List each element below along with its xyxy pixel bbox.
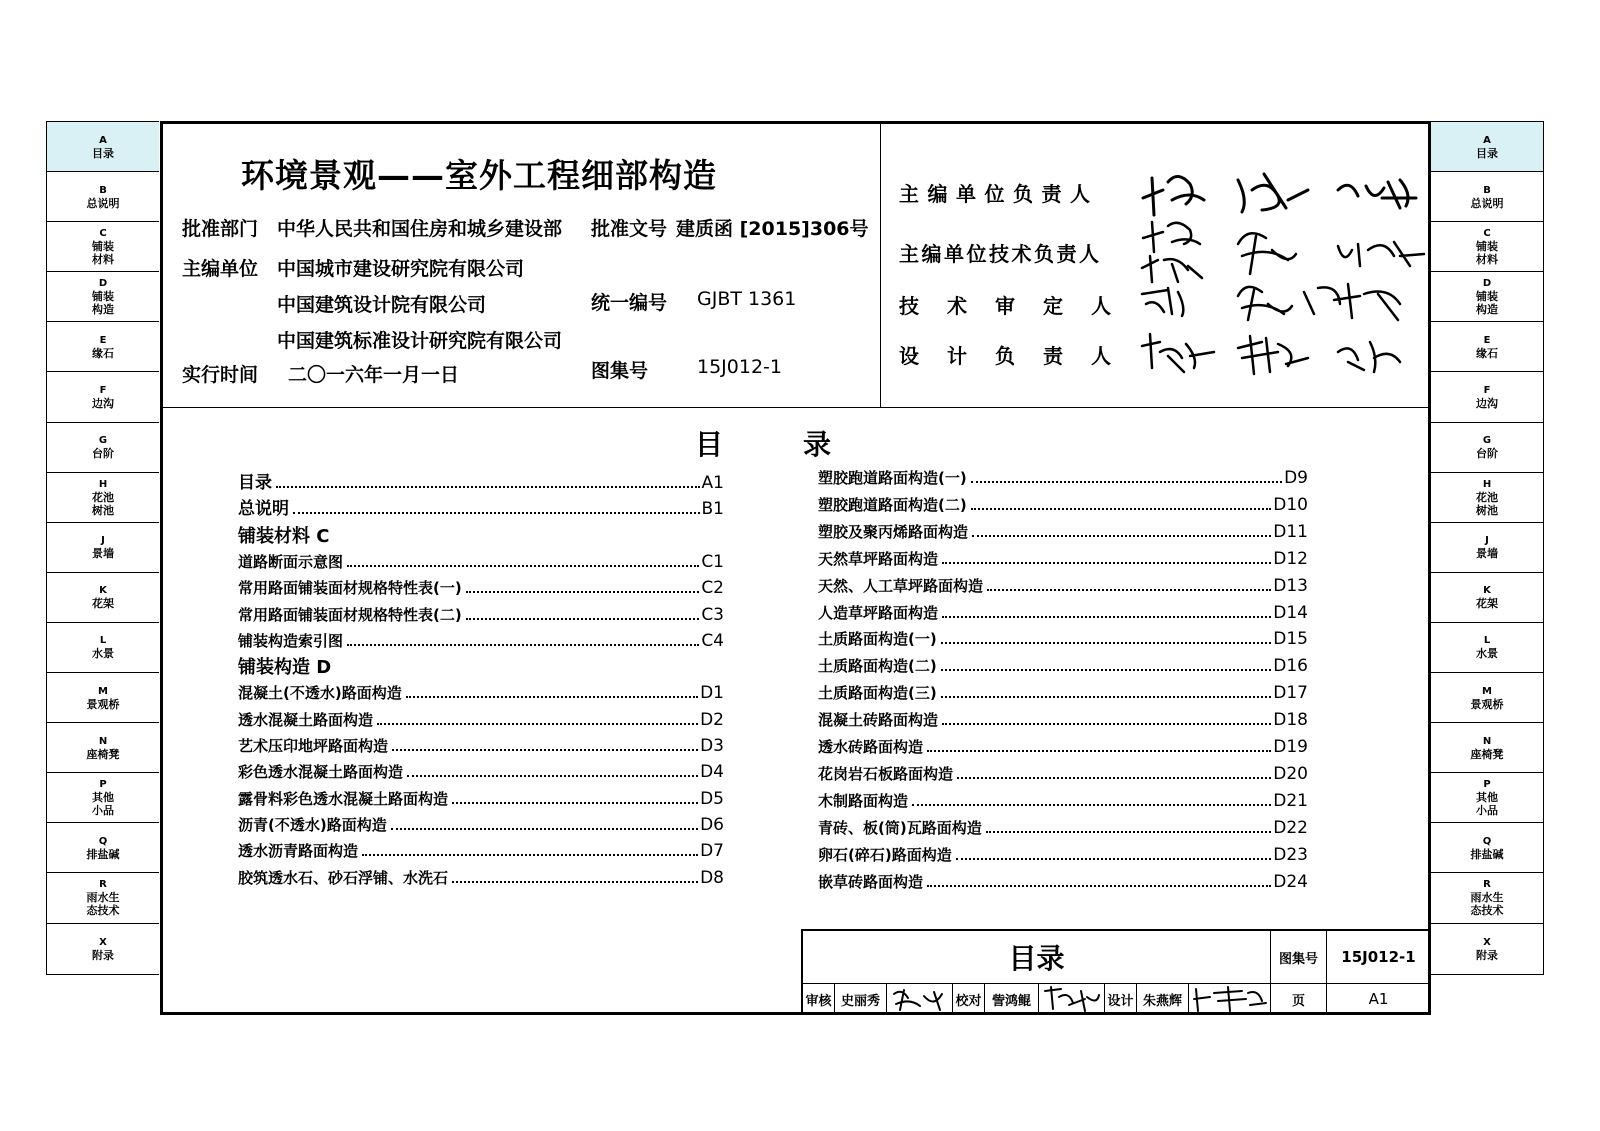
toc-entry[interactable] <box>238 734 724 756</box>
toc-leader <box>957 777 1271 779</box>
tab-label: 花架 <box>1476 597 1498 611</box>
toc-entry-page: A1 <box>701 473 724 493</box>
tab-E[interactable] <box>47 322 159 372</box>
toc-entry-title: 露骨料彩色透水混凝土路面构造 <box>238 789 449 808</box>
toc-section: 铺装材料 C <box>238 525 330 547</box>
tab-code: P <box>99 779 107 791</box>
toc-entry[interactable] <box>238 760 724 782</box>
signature <box>1138 160 1428 220</box>
tab-G[interactable] <box>47 423 159 473</box>
toc-entry[interactable] <box>818 574 1308 596</box>
tab-label: 目录 <box>1476 146 1498 160</box>
tab-label: 花池 <box>92 490 114 504</box>
title-block-atlas-label: 图集号 <box>1271 931 1327 984</box>
tab-code: D <box>98 278 108 290</box>
toc-leader <box>293 512 700 514</box>
tab-code: Q <box>98 835 108 847</box>
drawing-frame <box>160 121 1431 1015</box>
tab-X[interactable] <box>47 924 159 974</box>
toc-entry-page: D23 <box>1273 844 1308 865</box>
toc-leader <box>986 831 1272 833</box>
checker-name: 訾鸿鲲 <box>985 984 1039 1014</box>
page-title: 环境景观——室外工程细部构造 <box>241 156 717 195</box>
serial-label: 统一编号 <box>591 292 668 314</box>
toc-entry-title: 铺装构造索引图 <box>238 631 344 650</box>
tab-label: 边沟 <box>92 397 114 411</box>
tab-label: 附录 <box>92 948 114 962</box>
chief-unit-label: 主编单位 <box>182 258 259 280</box>
toc-leader <box>406 696 698 698</box>
toc-entry-page: D13 <box>1273 575 1308 596</box>
toc-entry-page: D14 <box>1273 602 1308 623</box>
toc-leader <box>912 804 1271 806</box>
toc-entry-page: D10 <box>1273 494 1308 515</box>
effective-label: 实行时间 <box>182 364 259 386</box>
tab-code: X <box>99 936 107 948</box>
side-tabs-left <box>46 121 159 975</box>
tab-L[interactable] <box>1431 623 1543 673</box>
tab-label: 材料 <box>1476 253 1498 267</box>
toc-entry[interactable] <box>818 547 1308 569</box>
tab-label: 态技术 <box>1470 904 1504 918</box>
tab-label: 态技术 <box>86 904 120 918</box>
toc-entry-title: 道路断面示意图 <box>238 552 344 571</box>
chief-unit-2: 中国建筑设计院有限公司 <box>277 294 487 316</box>
tab-code: G <box>1482 435 1492 447</box>
tab-label: 附录 <box>1476 948 1498 962</box>
tab-label: 排盐碱 <box>86 847 120 861</box>
tab-label: 排盐碱 <box>1470 847 1504 861</box>
tab-code: J <box>101 535 105 547</box>
tab-label: 缘石 <box>92 346 114 360</box>
toc-entry-title: 彩色透水混凝土路面构造 <box>238 763 404 782</box>
toc-entry[interactable] <box>818 708 1308 730</box>
toc-entry-page: C4 <box>701 630 724 651</box>
reviewer-name: 史丽秀 <box>835 984 887 1014</box>
tab-code: D <box>1482 278 1492 290</box>
tab-D[interactable] <box>1431 272 1543 322</box>
tab-code: H <box>1482 478 1492 490</box>
toc-leader <box>452 802 698 804</box>
page-label: 页 <box>1271 984 1327 1014</box>
tab-F[interactable] <box>1431 372 1543 422</box>
tab-label: 树池 <box>1476 503 1498 517</box>
toc-entry[interactable] <box>238 550 724 572</box>
toc-entry[interactable] <box>818 735 1308 757</box>
toc-leader <box>452 881 698 883</box>
tab-label: 缘石 <box>1476 346 1498 360</box>
tab-label: 景观桥 <box>86 697 120 711</box>
toc-entry-page: D15 <box>1273 629 1308 650</box>
toc-entry-title: 嵌草砖路面构造 <box>818 872 924 891</box>
serial-number: GJBT 1361 <box>697 288 797 310</box>
toc-entry[interactable] <box>818 493 1308 515</box>
page-number: A1 <box>1368 990 1389 1008</box>
tab-label: 材料 <box>92 253 114 267</box>
toc-entry-page: C1 <box>701 551 724 572</box>
tab-code: L <box>99 635 107 647</box>
atlas-label: 图集号 <box>591 360 649 382</box>
tab-label: 水景 <box>92 647 114 661</box>
tab-code: L <box>1483 635 1491 647</box>
tab-code: H <box>98 478 108 490</box>
tab-label: 景墙 <box>1476 547 1498 561</box>
tab-label: 座椅凳 <box>1470 747 1504 761</box>
toc-leader <box>362 854 698 856</box>
tab-label: 花池 <box>1476 490 1498 504</box>
tab-label: 台阶 <box>92 447 114 461</box>
approve-dept-label: 批准部门 <box>182 218 259 240</box>
toc-leader <box>466 591 700 593</box>
toc-leader <box>466 618 700 620</box>
tab-label: 花架 <box>92 597 114 611</box>
tab-G[interactable] <box>1431 423 1543 473</box>
toc-leader <box>956 858 1272 860</box>
toc-leader <box>927 885 1271 887</box>
toc-entry[interactable] <box>818 762 1308 784</box>
toc-entry-page: D3 <box>700 736 724 756</box>
tab-B[interactable] <box>1431 172 1543 222</box>
toc-entry-page: D17 <box>1273 683 1308 704</box>
toc-leader <box>276 486 700 488</box>
approve-doc-label: 批准文号 <box>591 218 668 240</box>
toc-entry-title: 塑胶跑道路面构造(二) <box>818 495 967 514</box>
toc-entry[interactable] <box>238 471 724 493</box>
toc-leader <box>942 562 1271 564</box>
tab-code: K <box>1483 585 1491 597</box>
tab-code: F <box>99 385 107 397</box>
toc-entry[interactable] <box>238 603 724 625</box>
tab-label: 小品 <box>92 804 114 818</box>
tab-M[interactable] <box>1431 673 1543 723</box>
toc-entry-title: 目录 <box>238 473 272 493</box>
tab-code: J <box>1485 535 1489 547</box>
toc-entry[interactable] <box>818 601 1308 623</box>
toc-leader <box>942 616 1271 618</box>
toc-entry-title: 土质路面构造(三) <box>818 684 937 703</box>
signature <box>1138 274 1428 324</box>
toc-entry-page: C2 <box>701 578 724 599</box>
toc-leader <box>927 750 1271 752</box>
tab-code: M <box>1482 685 1492 697</box>
toc-entry-title: 卵石(碎石)路面构造 <box>818 845 952 864</box>
tab-P[interactable] <box>1431 773 1543 823</box>
tab-R[interactable] <box>47 873 159 923</box>
toc-entry-title: 胶筑透水石、砂石浮铺、水洗石 <box>238 868 449 887</box>
role-tech-reviewer: 技术审定人 <box>899 294 1139 318</box>
toc-section: 铺装构造 D <box>238 657 332 679</box>
toc-entry-page: B1 <box>701 499 724 520</box>
tab-X[interactable] <box>1431 924 1543 974</box>
tab-R[interactable] <box>1431 873 1543 923</box>
toc-entry-page: D2 <box>700 709 724 730</box>
tab-label: 台阶 <box>1476 447 1498 461</box>
side-tabs-right <box>1431 121 1544 975</box>
tab-label: 构造 <box>1476 303 1498 317</box>
tab-N[interactable] <box>47 723 159 773</box>
tab-A[interactable] <box>1431 122 1543 172</box>
toc-entry[interactable] <box>818 654 1308 676</box>
toc-entry[interactable] <box>238 576 724 598</box>
toc-leader <box>942 723 1271 725</box>
role-chief-unit-tech-head: 主编单位技术负责人 <box>899 242 1102 266</box>
toc-leader <box>347 644 699 646</box>
tab-C[interactable] <box>1431 222 1543 272</box>
tab-L[interactable] <box>47 623 159 673</box>
toc-entry-title: 常用路面铺装面材规格特性表(二) <box>238 605 462 624</box>
tab-label: 景墙 <box>92 547 114 561</box>
toc-entry-title: 透水混凝土路面构造 <box>238 710 374 729</box>
tab-code: C <box>99 228 107 240</box>
toc-entry-title: 透水沥青路面构造 <box>238 842 359 861</box>
toc-entry[interactable] <box>238 866 724 888</box>
tab-label: 其他 <box>1476 791 1498 805</box>
toc-leader <box>971 481 1282 483</box>
toc-entry-page: D1 <box>700 683 724 704</box>
toc-entry-page: D12 <box>1273 548 1308 569</box>
tab-code: M <box>98 685 108 697</box>
tab-label: 铺装 <box>1476 290 1498 304</box>
title-block <box>801 929 1428 1012</box>
toc-entry-title: 塑胶及聚丙烯路面构造 <box>818 522 969 541</box>
toc-entry[interactable] <box>818 789 1308 811</box>
tab-K[interactable] <box>1431 573 1543 623</box>
designer-name: 朱燕辉 <box>1137 984 1189 1014</box>
checker-signature <box>1039 984 1105 1014</box>
tab-label: 构造 <box>92 303 114 317</box>
tab-label: 铺装 <box>92 240 114 254</box>
toc-entry-page: D20 <box>1273 763 1308 784</box>
tab-J[interactable] <box>1431 523 1543 573</box>
toc-entry[interactable] <box>818 520 1308 542</box>
reviewer-signature <box>887 984 953 1014</box>
tab-code: K <box>99 585 107 597</box>
effective-date: 二〇一六年一月一日 <box>288 364 460 386</box>
atlas-number: 15J012-1 <box>697 356 782 378</box>
tab-H[interactable] <box>1431 473 1543 523</box>
chief-unit-3: 中国建筑标准设计研究院有限公司 <box>277 330 563 352</box>
toc-entry-title: 天然、人工草坪路面构造 <box>818 576 984 595</box>
tab-label: 小品 <box>1476 804 1498 818</box>
tab-label: 总说明 <box>86 196 120 210</box>
toc-leader <box>392 749 698 751</box>
toc-entry-title: 混凝土砖路面构造 <box>818 711 939 730</box>
tab-code: E <box>1483 334 1491 346</box>
toc-entry-page: D18 <box>1273 710 1308 731</box>
toc-entry[interactable] <box>238 681 724 703</box>
toc-entry-page: D8 <box>700 867 724 888</box>
toc-entry[interactable] <box>818 843 1308 865</box>
tab-P[interactable] <box>47 773 159 823</box>
toc-entry-page: D11 <box>1273 521 1308 542</box>
tab-label: 座椅凳 <box>86 747 120 761</box>
tab-Q[interactable] <box>1431 823 1543 873</box>
tab-M[interactable] <box>47 673 159 723</box>
tab-label: 铺装 <box>92 290 114 304</box>
toc-heading: 目录 <box>695 428 912 461</box>
tab-label: 树池 <box>92 503 114 517</box>
toc-entry[interactable] <box>818 816 1308 838</box>
design-label: 设计 <box>1105 984 1137 1014</box>
tab-code: G <box>98 435 108 447</box>
designer-signature <box>1189 984 1271 1014</box>
toc-entry-title: 常用路面铺装面材规格特性表(一) <box>238 579 462 598</box>
tab-code: N <box>98 735 108 747</box>
tab-B[interactable] <box>47 172 159 222</box>
toc-leader <box>987 589 1271 591</box>
tab-H[interactable] <box>47 473 159 523</box>
tab-code: X <box>1483 936 1491 948</box>
tab-code: R <box>1483 879 1491 891</box>
role-design-head: 设计负责人 <box>899 344 1139 368</box>
toc-entry-title: 土质路面构造(一) <box>818 630 937 649</box>
toc-entry[interactable] <box>818 466 1308 488</box>
tab-code: A <box>99 134 107 146</box>
tab-code: N <box>1482 735 1492 747</box>
toc-entry[interactable] <box>238 839 724 861</box>
tab-code: C <box>1483 228 1491 240</box>
toc-entry[interactable] <box>238 813 724 835</box>
toc-leader <box>407 775 698 777</box>
toc-entry-page: D16 <box>1273 656 1308 677</box>
toc-entry[interactable] <box>238 708 724 730</box>
toc-entry[interactable] <box>818 627 1308 649</box>
toc-entry[interactable] <box>238 787 724 809</box>
tab-label: 雨水生 <box>1470 891 1504 905</box>
toc-entry-page: D22 <box>1273 817 1308 838</box>
tab-label: 边沟 <box>1476 397 1498 411</box>
tab-code: F <box>1483 385 1491 397</box>
toc-leader <box>941 696 1272 698</box>
approve-doc: 建质函 [2015]306号 <box>676 218 869 240</box>
tab-code: B <box>1483 184 1491 196</box>
toc-entry-title: 总说明 <box>238 499 289 520</box>
toc-entry-title: 土质路面构造(二) <box>818 657 937 676</box>
tab-E[interactable] <box>1431 322 1543 372</box>
chief-unit-1: 中国城市建设研究院有限公司 <box>277 258 525 280</box>
toc-entry-title: 塑胶跑道路面构造(一) <box>818 469 967 487</box>
toc-leader <box>391 828 698 830</box>
toc-leader <box>941 642 1272 644</box>
toc-entry[interactable] <box>818 681 1308 703</box>
toc-entry-title: 混凝土(不透水)路面构造 <box>238 684 402 703</box>
toc-leader <box>971 508 1272 510</box>
toc-entry-page: D24 <box>1273 871 1308 892</box>
tab-K[interactable] <box>47 573 159 623</box>
toc-entry-title: 人造草坪路面构造 <box>818 603 939 622</box>
tab-code: B <box>99 184 107 196</box>
toc-entry[interactable] <box>818 870 1308 892</box>
check-label: 校对 <box>953 984 985 1014</box>
signature <box>1138 328 1428 378</box>
toc-entry-page: D6 <box>700 814 724 835</box>
tab-label: 目录 <box>92 146 114 160</box>
toc-entry-page: D9 <box>1284 468 1308 488</box>
toc-entry-title: 木制路面构造 <box>818 791 909 810</box>
tab-label: 雨水生 <box>86 891 120 905</box>
title-block-atlas: 15J012-1 <box>1327 931 1430 984</box>
header-vertical-divider <box>880 124 881 407</box>
toc-entry-title: 艺术压印地坪路面构造 <box>238 737 389 755</box>
approve-dept: 中华人民共和国住房和城乡建设部 <box>277 218 563 240</box>
toc-entry-page: D5 <box>700 788 724 809</box>
toc-leader <box>941 669 1272 671</box>
tab-label: 景观桥 <box>1470 697 1504 711</box>
toc-entry-title: 沥青(不透水)路面构造 <box>238 815 387 834</box>
toc-entry-title: 花岗岩石板路面构造 <box>818 764 954 783</box>
toc-entry-title: 青砖、板(筒)瓦路面构造 <box>818 818 982 837</box>
toc-entry-page: D4 <box>700 762 724 783</box>
toc-entry-page: C3 <box>701 604 724 625</box>
tab-label: 水景 <box>1476 647 1498 661</box>
toc-leader <box>347 565 699 567</box>
toc-entry-title: 天然草坪路面构造 <box>818 549 939 568</box>
tab-C[interactable] <box>47 222 159 272</box>
tab-code: R <box>99 879 107 891</box>
tab-label: 铺装 <box>1476 240 1498 254</box>
tab-label: 其他 <box>92 791 114 805</box>
header-divider <box>163 407 1428 408</box>
tab-label: 总说明 <box>1470 196 1504 210</box>
tab-code: E <box>99 334 107 346</box>
toc-entry-title: 透水砖路面构造 <box>818 738 924 756</box>
toc-entry-page: D19 <box>1273 737 1308 757</box>
tab-code: A <box>1483 134 1491 146</box>
toc-entry[interactable] <box>238 629 724 651</box>
tab-A[interactable] <box>47 122 159 172</box>
review-label: 审核 <box>803 984 835 1014</box>
tab-code: Q <box>1482 835 1492 847</box>
tab-Q[interactable] <box>47 823 159 873</box>
tab-D[interactable] <box>47 272 159 322</box>
tab-N[interactable] <box>1431 723 1543 773</box>
tab-F[interactable] <box>47 372 159 422</box>
toc-entry-page: D21 <box>1273 790 1308 811</box>
toc-entry[interactable] <box>238 497 724 519</box>
tab-code: P <box>1483 779 1491 791</box>
title-block-name: 目录 <box>803 931 1271 984</box>
tab-J[interactable] <box>47 523 159 573</box>
toc-entry-page: D7 <box>700 841 724 862</box>
toc-leader <box>377 723 698 725</box>
toc-leader <box>972 535 1271 537</box>
role-chief-unit-head: 主编单位负责人 <box>899 182 1099 206</box>
